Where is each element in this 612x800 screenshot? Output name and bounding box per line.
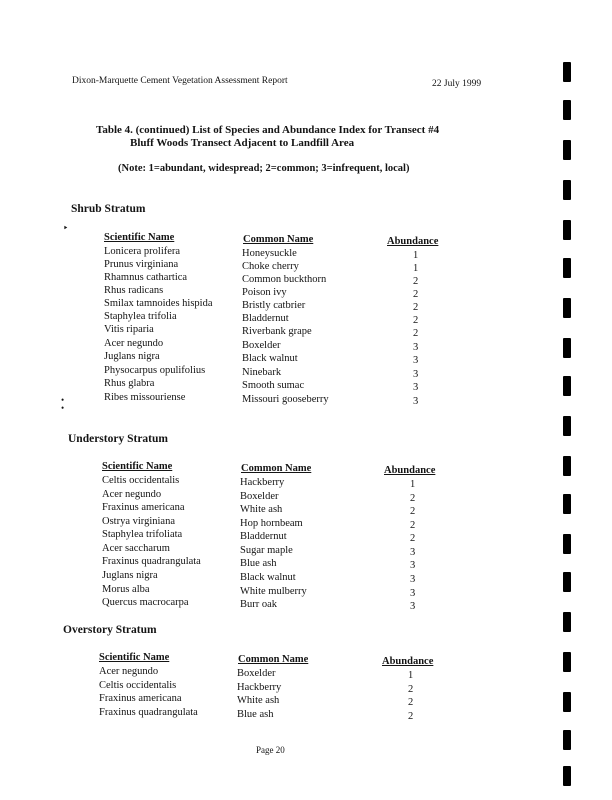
table-row: White ash [237,695,280,706]
table-row: 3 [413,355,419,366]
table-row: 3 [410,560,416,571]
binder-mark [563,494,571,514]
table-row: Acer negundo [102,489,162,500]
table-row: Staphylea trifolia [104,311,177,322]
table-row: Choke cherry [242,261,299,272]
table-row: Common buckthorn [242,274,327,285]
binder-mark [563,376,571,396]
table-row: 2 [410,520,416,531]
table-row: Hackberry [240,477,285,488]
binder-mark [563,180,571,200]
table-row: 3 [410,588,416,599]
table-row: Ostrya virginiana [102,516,175,527]
table-row: Rhamnus cathartica [104,272,188,283]
col-common: Common Name [241,463,312,474]
table-row: 2 [413,289,419,300]
table-row: Poison ivy [242,287,287,298]
table-row: 3 [410,601,416,612]
section-title-shrub: Shrub Stratum [71,203,146,215]
table-row: Blue ash [237,709,274,720]
table-row: 3 [410,574,416,585]
binder-mark [563,612,571,632]
table-row: 1 [408,670,414,681]
col-abundance: Abundance [382,656,434,667]
table-row: Rhus radicans [104,285,164,296]
table-row: Blue ash [240,558,277,569]
page-number: Page 20 [256,745,285,755]
table-row: 2 [408,711,414,722]
table-subtitle: Bluff Woods Transect Adjacent to Landfill Area [130,137,355,149]
table-row: Acer negundo [99,666,159,677]
table-row: Ribes missouriense [104,392,186,403]
table-row: Acer saccharum [102,543,170,554]
table-row: Vitis riparia [104,324,154,335]
table-row: Smilax tamnoides hispida [104,298,213,309]
binder-mark [563,534,571,554]
table-row: Staphylea trifoliata [102,529,183,540]
section-title-understory: Understory Stratum [68,433,168,445]
binder-mark [563,692,571,712]
binder-mark [563,140,571,160]
table-row: 2 [410,533,416,544]
binder-mark [563,652,571,672]
col-abundance: Abundance [387,236,439,247]
table-row: Juglans nigra [102,570,158,581]
abundance-note: (Note: 1=abundant, widespread; 2=common; 3=infrequent, local) [118,163,410,174]
table-row: Juglans nigra [104,351,160,362]
table-row: Hackberry [237,682,282,693]
table-row: Black walnut [242,353,298,364]
table-row: 3 [413,342,419,353]
table-row: Physocarpus opulifolius [104,365,206,376]
table-row: Quercus macrocarpa [102,597,189,608]
table-row: Riverbank grape [242,326,312,337]
table-row: 2 [408,697,414,708]
col-common: Common Name [243,234,314,245]
binder-mark [563,730,571,750]
table-row: Ninebark [242,367,282,378]
table-row: 1 [410,479,416,490]
col-scientific: Scientific Name [99,652,170,663]
table-row: Celtis occidentalis [99,680,177,691]
binder-mark [563,220,571,240]
table-row: 2 [410,506,416,517]
table-row: 3 [413,382,419,393]
table-row: Prunus virginiana [104,259,179,270]
table-row: 2 [413,302,419,313]
table-row: White ash [240,504,283,515]
binder-mark [563,416,571,436]
binder-mark [563,62,571,82]
table-row: Smooth sumac [242,380,305,391]
binder-mark [563,572,571,592]
margin-mark: ‣ [63,223,69,233]
table-row: Black walnut [240,572,296,583]
table-row: 2 [408,684,414,695]
table-row: Fraxinus quadrangulata [102,556,201,567]
margin-mark: • [61,403,65,413]
table-row: 2 [413,328,419,339]
binder-mark [563,766,571,786]
table-row: Boxelder [240,491,279,502]
table-row: 3 [413,396,419,407]
binder-mark [563,100,571,120]
table-row: 2 [413,276,419,287]
table-row: Celtis occidentalis [102,475,180,486]
table-row: Bristly catbrier [242,300,306,311]
table-row: Acer negundo [104,338,164,349]
table-row: Fraxinus americana [102,502,185,513]
table-row: Burr oak [240,599,278,610]
binder-mark [563,258,571,278]
table-row: Hop hornbeam [240,518,303,529]
binder-mark [563,456,571,476]
table-row: Honeysuckle [242,248,297,259]
table-row: Lonicera prolifera [104,246,181,257]
section-title-overstory: Overstory Stratum [63,624,157,636]
table-row: Bladdernut [242,313,289,324]
table-row: Morus alba [102,584,150,595]
table-row: Sugar maple [240,545,293,556]
table-row: White mulberry [240,586,307,597]
col-common: Common Name [238,654,309,665]
table-row: 1 [413,263,419,274]
binder-mark [563,338,571,358]
col-scientific: Scientific Name [104,232,175,243]
table-row: 3 [410,547,416,558]
table-title: Table 4. (continued) List of Species and Abundance Index for Transect #4 [96,124,440,136]
table-row: Boxelder [237,668,276,679]
report-date: 22 July 1999 [432,79,482,89]
table-row: 2 [410,493,416,504]
margin-mark: • [61,395,65,405]
table-row: Missouri gooseberry [242,394,329,405]
table-row: Boxelder [242,340,281,351]
col-scientific: Scientific Name [102,461,173,472]
table-row: Rhus glabra [104,378,155,389]
table-row: Fraxinus americana [99,693,182,704]
binder-mark [563,298,571,318]
table-row: Fraxinus quadrangulata [99,707,198,718]
table-row: Bladdernut [240,531,287,542]
report-title: Dixon-Marquette Cement Vegetation Assessment Report [72,76,288,86]
table-row: 2 [413,315,419,326]
col-abundance: Abundance [384,465,436,476]
table-row: 1 [413,250,419,261]
table-row: 3 [413,369,419,380]
